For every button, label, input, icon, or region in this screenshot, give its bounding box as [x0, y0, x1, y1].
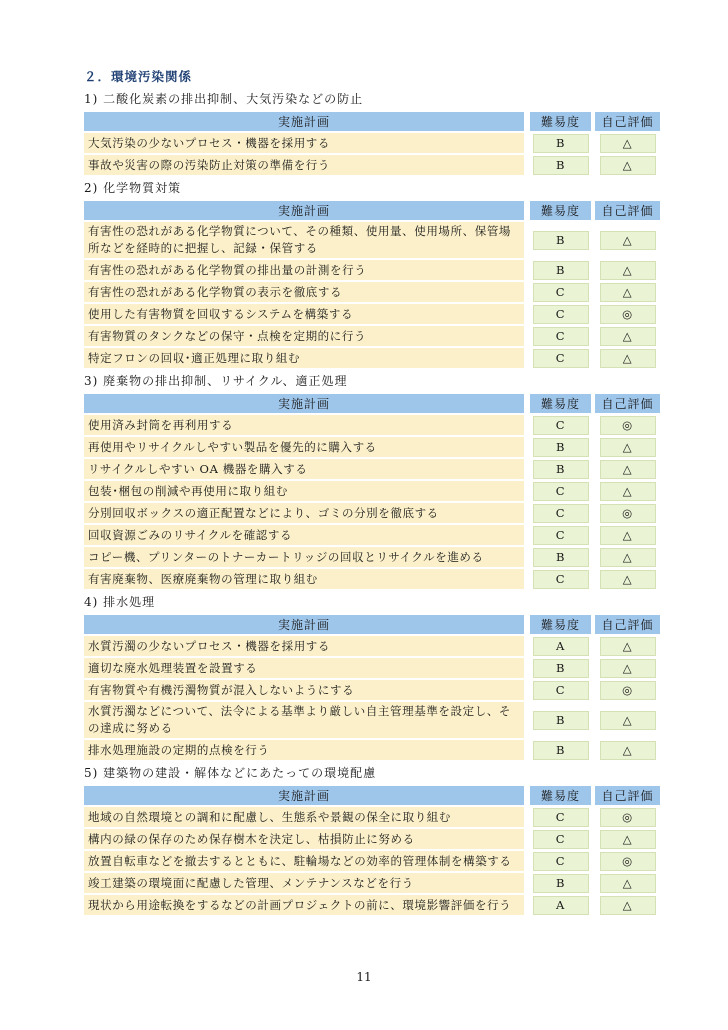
difficulty-cell: [530, 503, 595, 523]
table-row: [84, 133, 660, 153]
difficulty-cell-value: C: [533, 283, 589, 302]
difficulty-cell: [530, 740, 595, 760]
plan-cell: 有害物質や有機汚濁物質が混入しないようにする: [84, 680, 530, 700]
difficulty-cell-value: B: [533, 438, 589, 457]
self-eval-cell: [595, 133, 660, 153]
difficulty-cell: [530, 636, 595, 656]
difficulty-cell-value: C: [533, 482, 589, 501]
plan-cell: 分別回収ボックスの適正配置などにより、ゴミの分別を徹底する: [84, 503, 530, 523]
difficulty-cell-value: B: [533, 156, 589, 175]
difficulty-cell-value: C: [533, 570, 589, 589]
difficulty-cell-value: B: [533, 711, 589, 730]
table-row: [84, 680, 660, 700]
difficulty-header: 難易度: [530, 786, 595, 805]
plan-cell: 有害性の恐れがある化学物質の表示を徹底する: [84, 282, 530, 302]
difficulty-header: 難易度: [530, 112, 595, 131]
plan-cell: 回収資源ごみのリサイクルを確認する: [84, 525, 530, 545]
self-eval-cell: [595, 304, 660, 324]
self-eval-cell-value: △: [600, 874, 656, 893]
self-eval-cell-value: △: [600, 438, 656, 457]
plan-table: [84, 110, 660, 177]
table-header-row: [84, 394, 660, 413]
plan-header: 実施計画: [84, 786, 530, 805]
subsection-title: 1) 二酸化炭素の排出抑制、大気汚染などの防止: [84, 92, 364, 106]
self-eval-cell: [595, 807, 660, 827]
difficulty-cell-value: C: [533, 349, 589, 368]
difficulty-cell-value: B: [533, 231, 589, 250]
table-row: [84, 260, 660, 280]
table-header-row: [84, 201, 660, 220]
difficulty-cell: [530, 155, 595, 175]
self-eval-cell: [595, 503, 660, 523]
plan-cell: 水質汚濁などについて、法令による基準より厳しい自主管理基準を設定し、その達成に努める: [84, 702, 530, 738]
plan-header: 実施計画: [84, 201, 530, 220]
difficulty-cell-value: C: [533, 305, 589, 324]
self-eval-cell-value: ◎: [600, 504, 656, 523]
self-eval-cell: [595, 569, 660, 589]
self-eval-cell: [595, 702, 660, 738]
difficulty-cell: [530, 680, 595, 700]
plan-cell: 使用した有害物質を回収するシステムを構築する: [84, 304, 530, 324]
self-eval-cell: [595, 547, 660, 567]
difficulty-cell: [530, 282, 595, 302]
difficulty-header: 難易度: [530, 615, 595, 634]
self-eval-header: 自己評価: [595, 615, 660, 634]
self-eval-cell-value: △: [600, 482, 656, 501]
plan-cell: 使用済み封筒を再利用する: [84, 415, 530, 435]
difficulty-cell-value: B: [533, 134, 589, 153]
table-row: [84, 481, 660, 501]
table-row: [84, 851, 660, 871]
self-eval-cell: [595, 895, 660, 915]
plan-header: 実施計画: [84, 615, 530, 634]
self-eval-cell: [595, 459, 660, 479]
difficulty-cell-value: B: [533, 548, 589, 567]
difficulty-cell-value: B: [533, 874, 589, 893]
difficulty-cell: [530, 547, 595, 567]
table-row: [84, 807, 660, 827]
self-eval-cell: [595, 481, 660, 501]
table-row: [84, 155, 660, 175]
difficulty-cell-value: C: [533, 808, 589, 827]
difficulty-cell: [530, 569, 595, 589]
difficulty-cell-value: C: [533, 526, 589, 545]
self-eval-cell: [595, 348, 660, 368]
difficulty-cell: [530, 348, 595, 368]
difficulty-cell: [530, 260, 595, 280]
difficulty-header: 難易度: [530, 201, 595, 220]
plan-cell: 事故や災害の際の汚染防止対策の準備を行う: [84, 155, 530, 175]
plan-table: [84, 613, 660, 762]
self-eval-cell: [595, 222, 660, 258]
self-eval-cell: [595, 525, 660, 545]
self-eval-header: 自己評価: [595, 394, 660, 413]
difficulty-cell: [530, 304, 595, 324]
table-row: [84, 503, 660, 523]
self-eval-header: 自己評価: [595, 786, 660, 805]
table-row: [84, 525, 660, 545]
difficulty-cell-value: C: [533, 852, 589, 871]
page-number: 11: [356, 970, 372, 984]
plan-header: 実施計画: [84, 394, 530, 413]
difficulty-cell-value: C: [533, 416, 589, 435]
difficulty-header: 難易度: [530, 394, 595, 413]
difficulty-cell: [530, 222, 595, 258]
plan-cell: 水質汚濁の少ないプロセス・機器を採用する: [84, 636, 530, 656]
difficulty-cell: [530, 525, 595, 545]
table-row: [84, 459, 660, 479]
self-eval-cell-value: △: [600, 460, 656, 479]
table-row: [84, 740, 660, 760]
difficulty-cell: [530, 459, 595, 479]
difficulty-cell: [530, 326, 595, 346]
difficulty-cell: [530, 658, 595, 678]
plan-cell: 特定フロンの回収･適正処理に取り組む: [84, 348, 530, 368]
subsection-title: 2) 化学物質対策: [84, 181, 182, 195]
difficulty-cell: [530, 415, 595, 435]
plan-cell: 竣工建築の環境面に配慮した管理、メンテナンスなどを行う: [84, 873, 530, 893]
self-eval-cell: [595, 851, 660, 871]
difficulty-cell-value: C: [533, 681, 589, 700]
plan-table: [84, 199, 660, 370]
self-eval-cell: [595, 658, 660, 678]
self-eval-cell-value: ◎: [600, 681, 656, 700]
table-row: [84, 895, 660, 915]
difficulty-cell: [530, 481, 595, 501]
self-eval-cell: [595, 636, 660, 656]
self-eval-cell-value: △: [600, 830, 656, 849]
plan-cell: 適切な廃水処理装置を設置する: [84, 658, 530, 678]
table-row: [84, 547, 660, 567]
self-eval-cell-value: △: [600, 548, 656, 567]
self-eval-header: 自己評価: [595, 201, 660, 220]
table-row: [84, 636, 660, 656]
difficulty-cell: [530, 807, 595, 827]
self-eval-cell: [595, 740, 660, 760]
plan-cell: 地域の自然環境との調和に配慮し、生態系や景観の保全に取り組む: [84, 807, 530, 827]
difficulty-cell-value: B: [533, 261, 589, 280]
plan-cell: コピー機、プリンターのトナーカートリッジの回収とリサイクルを進める: [84, 547, 530, 567]
difficulty-cell: [530, 851, 595, 871]
difficulty-cell-value: C: [533, 830, 589, 849]
self-eval-cell: [595, 680, 660, 700]
self-eval-cell-value: ◎: [600, 305, 656, 324]
self-eval-cell: [595, 326, 660, 346]
table-row: [84, 702, 660, 738]
table-row: [84, 569, 660, 589]
plan-cell: 有害性の恐れがある化学物質の排出量の計測を行う: [84, 260, 530, 280]
self-eval-cell: [595, 282, 660, 302]
self-eval-cell-value: △: [600, 637, 656, 656]
table-row: [84, 437, 660, 457]
plan-cell: 有害廃棄物、医療廃棄物の管理に取り組む: [84, 569, 530, 589]
difficulty-cell: [530, 133, 595, 153]
plan-cell: 包装･梱包の削減や再使用に取り組む: [84, 481, 530, 501]
self-eval-cell-value: △: [600, 327, 656, 346]
table-row: [84, 282, 660, 302]
difficulty-cell: [530, 873, 595, 893]
plan-cell: 有害性の恐れがある化学物質について、その種類、使用量、使用場所、保管場所などを経時的に把握し、記録・保管する: [84, 222, 530, 258]
table-row: [84, 873, 660, 893]
subsection-title: 3) 廃棄物の排出抑制、リサイクル、適正処理: [84, 374, 348, 388]
difficulty-cell-value: C: [533, 504, 589, 523]
plan-cell: 現状から用途転換をするなどの計画プロジェクトの前に、環境影響評価を行う: [84, 895, 530, 915]
plan-table: [84, 392, 660, 591]
self-eval-cell: [595, 260, 660, 280]
table-row: [84, 222, 660, 258]
table-header-row: [84, 615, 660, 634]
plan-cell: リサイクルしやすい OA 機器を購入する: [84, 459, 530, 479]
difficulty-cell-value: B: [533, 460, 589, 479]
self-eval-cell-value: △: [600, 156, 656, 175]
difficulty-cell-value: B: [533, 659, 589, 678]
table-header-row: [84, 786, 660, 805]
subsection-title: 4) 排水処理: [84, 595, 156, 609]
subsection-title: 5) 建築物の建設・解体などにあたっての環境配慮: [84, 766, 377, 780]
self-eval-cell-value: ◎: [600, 852, 656, 871]
self-eval-cell-value: △: [600, 896, 656, 915]
self-eval-cell: [595, 829, 660, 849]
self-eval-cell-value: △: [600, 741, 656, 760]
self-eval-cell-value: ◎: [600, 416, 656, 435]
self-eval-cell-value: △: [600, 570, 656, 589]
plan-cell: 放置自転車などを撤去するとともに、駐輪場などの効率的管理体制を構築する: [84, 851, 530, 871]
self-eval-cell: [595, 155, 660, 175]
plan-cell: 大気汚染の少ないプロセス・機器を採用する: [84, 133, 530, 153]
self-eval-cell-value: △: [600, 349, 656, 368]
self-eval-cell: [595, 437, 660, 457]
self-eval-cell-value: △: [600, 283, 656, 302]
self-eval-cell-value: △: [600, 134, 656, 153]
plan-cell: 排水処理施設の定期的点検を行う: [84, 740, 530, 760]
self-eval-cell-value: △: [600, 526, 656, 545]
table-row: [84, 326, 660, 346]
self-eval-cell-value: △: [600, 711, 656, 730]
difficulty-cell-value: A: [533, 637, 589, 656]
difficulty-cell-value: A: [533, 896, 589, 915]
table-row: [84, 829, 660, 849]
table-row: [84, 348, 660, 368]
table-header-row: [84, 112, 660, 131]
table-row: [84, 304, 660, 324]
plan-cell: 構内の緑の保存のため保存樹木を決定し、枯損防止に努める: [84, 829, 530, 849]
difficulty-cell: [530, 437, 595, 457]
self-eval-header: 自己評価: [595, 112, 660, 131]
self-eval-cell: [595, 873, 660, 893]
section-title: ２．環境汚染関係: [84, 69, 193, 84]
table-row: [84, 415, 660, 435]
self-eval-cell-value: ◎: [600, 808, 656, 827]
subsections-container: [84, 88, 660, 917]
plan-table: [84, 784, 660, 917]
table-row: [84, 658, 660, 678]
document-body: [84, 66, 660, 917]
self-eval-cell: [595, 415, 660, 435]
difficulty-cell: [530, 895, 595, 915]
self-eval-cell-value: △: [600, 231, 656, 250]
difficulty-cell: [530, 829, 595, 849]
plan-header: 実施計画: [84, 112, 530, 131]
difficulty-cell-value: B: [533, 741, 589, 760]
self-eval-cell-value: △: [600, 659, 656, 678]
plan-cell: 有害物質のタンクなどの保守・点検を定期的に行う: [84, 326, 530, 346]
difficulty-cell-value: C: [533, 327, 589, 346]
plan-cell: 再使用やリサイクルしやすい製品を優先的に購入する: [84, 437, 530, 457]
difficulty-cell: [530, 702, 595, 738]
self-eval-cell-value: △: [600, 261, 656, 280]
